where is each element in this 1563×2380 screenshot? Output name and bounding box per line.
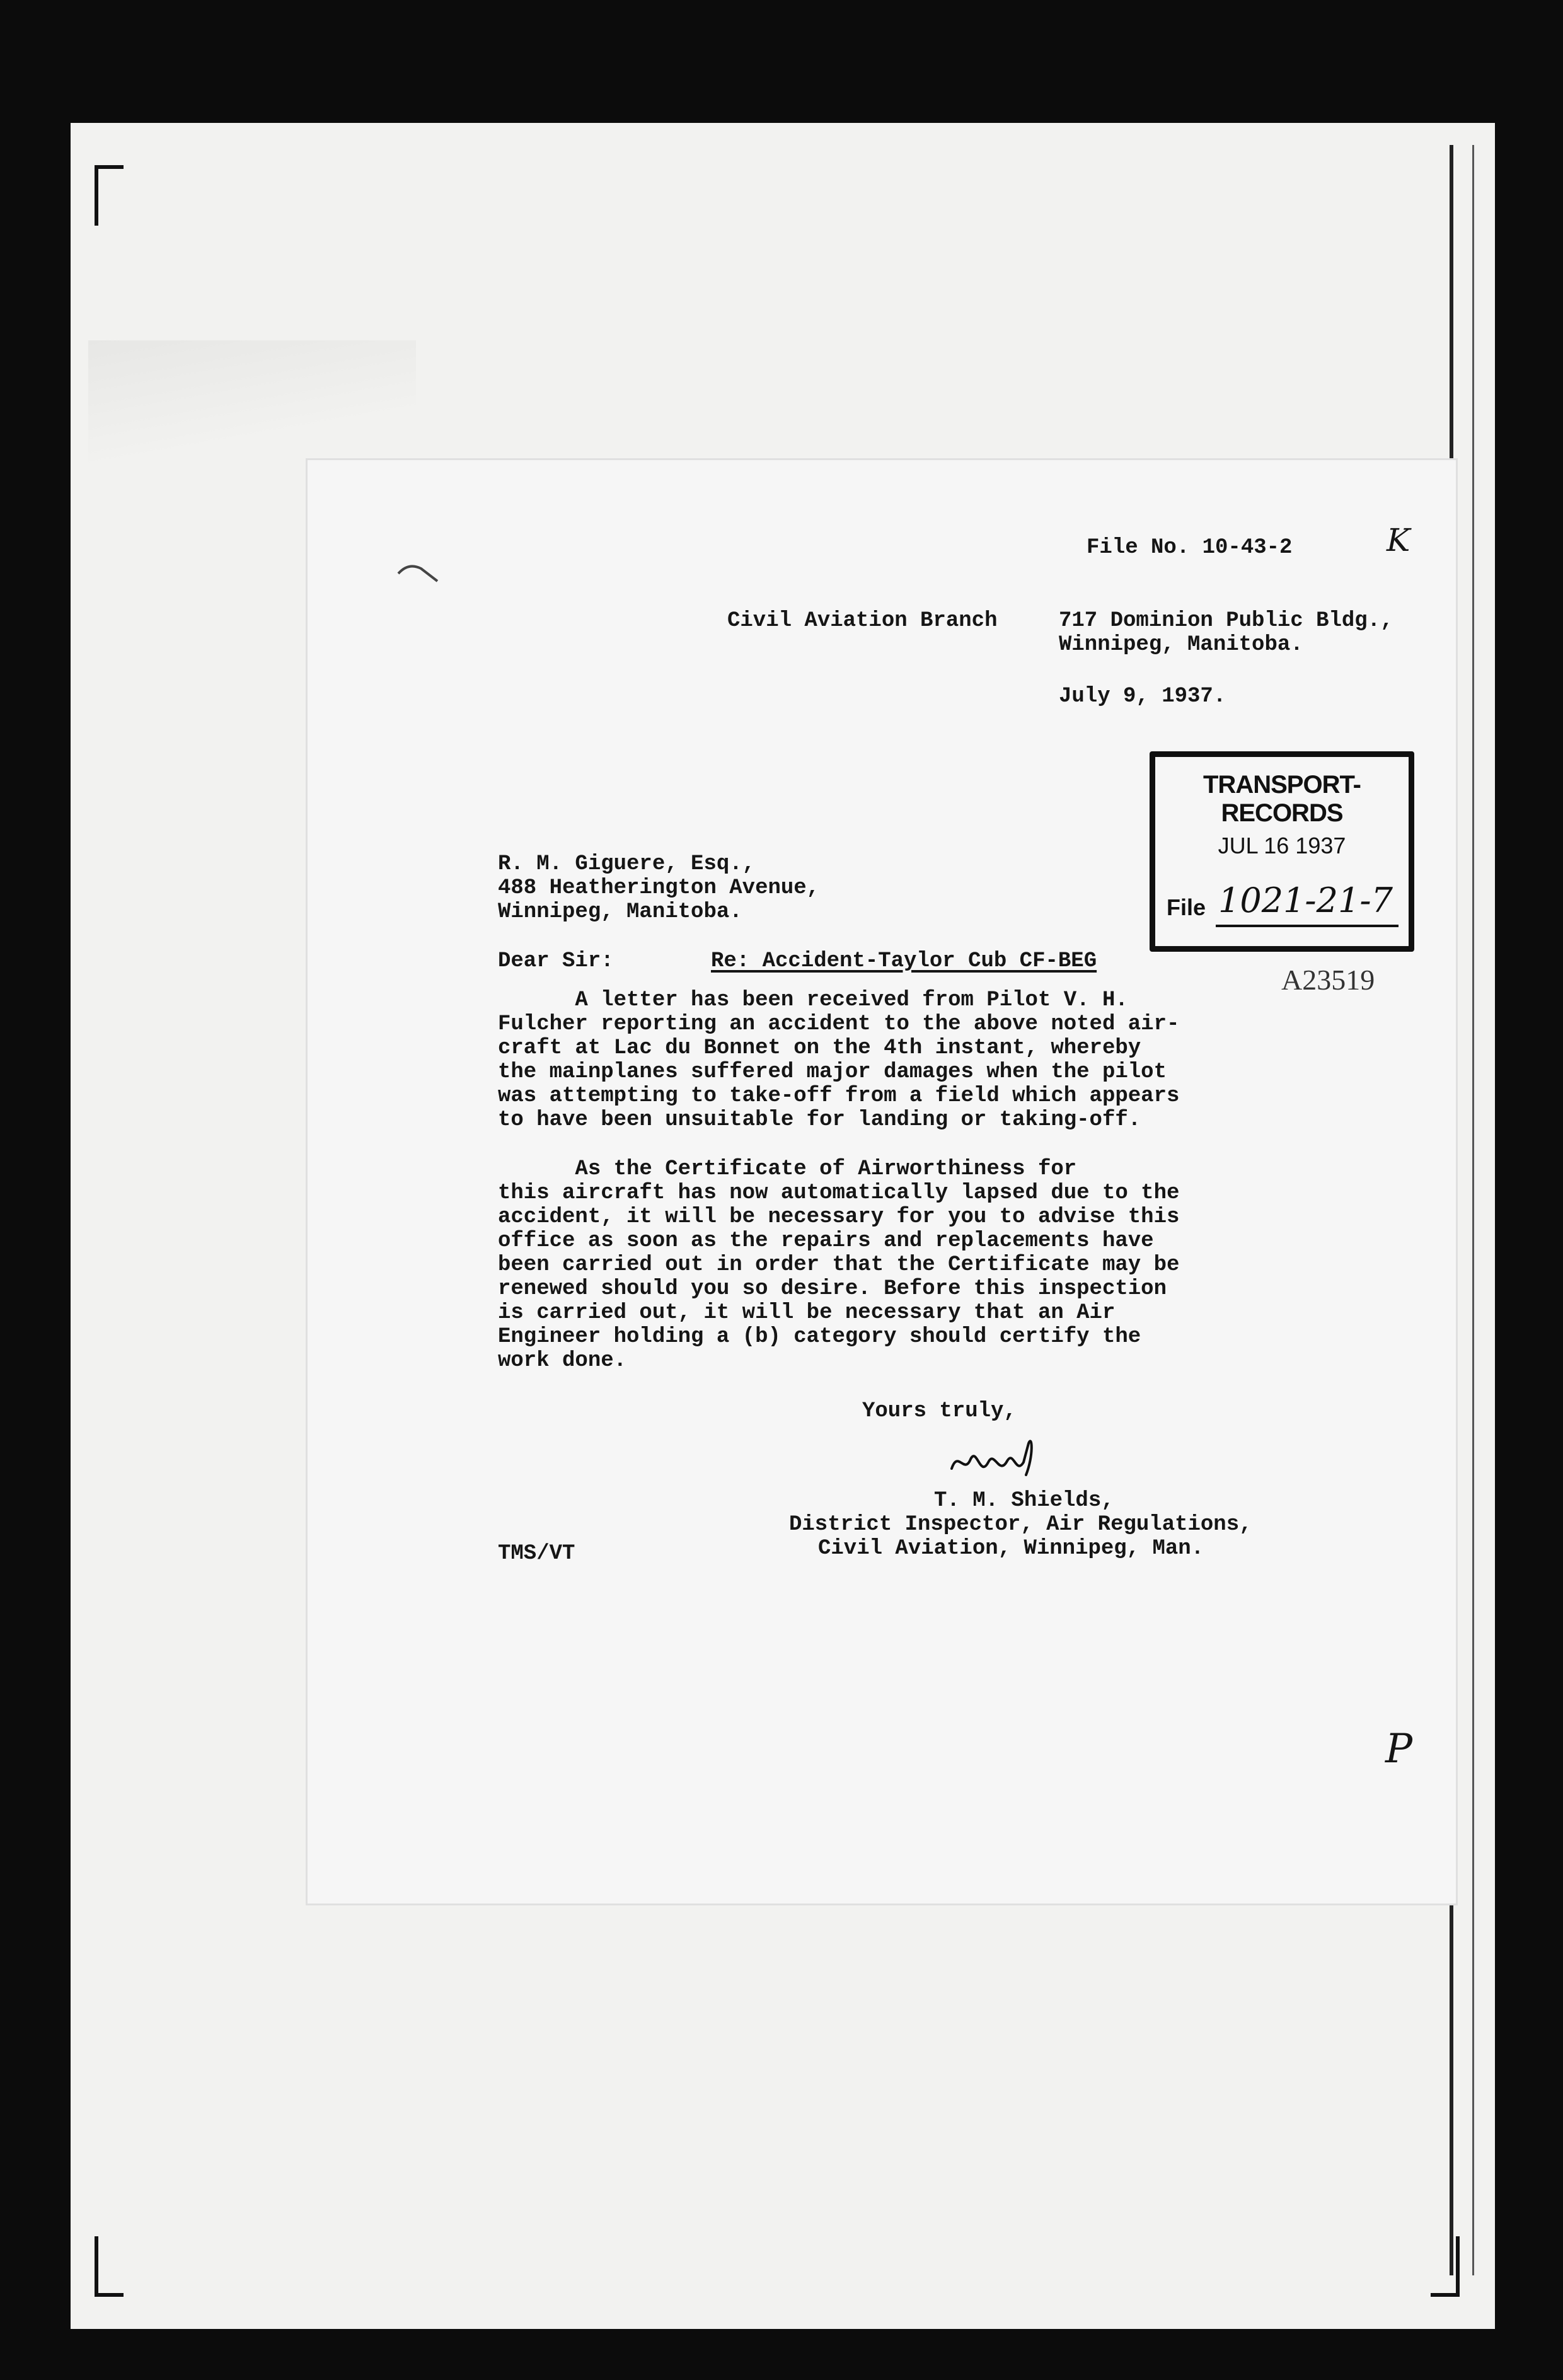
paragraph-2-line-2: this aircraft has now automatically lapsed due to the [498,1181,1180,1205]
stamp-file-underline [1216,922,1399,930]
margin-handwritten-mark: P [1385,1726,1413,1772]
sender-address-line2: Winnipeg, Manitoba. [1059,633,1303,657]
recipient-street: 488 Heatherington Avenue, [498,876,820,900]
letter-page [308,460,1456,1903]
signer-name: T. M. Shields, [934,1489,1114,1513]
signer-title: District Inspector, Air Regulations, [789,1513,1252,1537]
paragraph-1-line-4: the mainplanes suffered major damages when the pilot [498,1060,1167,1084]
subject-line: Re: Accident-Taylor Cub CF-BEG [711,949,1097,973]
handwritten-signature [945,1431,1071,1488]
paragraph-1-line-1: A letter has been received from Pilot V. H. [498,988,1128,1012]
signer-office: Civil Aviation, Winnipeg, Man. [818,1537,1204,1561]
paragraph-1-line-5: was attempting to take-off from a field which appears [498,1084,1180,1108]
stamp-file-label: File [1167,894,1206,920]
paragraph-1-line-2: Fulcher reporting an accident to the above noted air- [498,1012,1180,1036]
file-number: File No. 10-43-2 [1087,536,1293,560]
recipient-name: R. M. Giguere, Esq., [498,852,756,876]
paragraph-2-line-5: been carried out in order that the Certificate may be [498,1253,1180,1277]
paragraph-1-line-3: craft at Lac du Bonnet on the 4th instant, whereby [498,1036,1141,1060]
crop-mark-bottom-left [95,2236,124,2297]
paragraph-2-line-3: accident, it will be necessary for you to advise this [498,1205,1180,1229]
corner-handwritten-mark: K [1387,522,1410,558]
reference-initials: TMS/VT [498,1542,575,1566]
paragraph-2-line-9: work done. [498,1349,627,1373]
letter-date: July 9, 1937. [1059,685,1226,708]
sender-organization: Civil Aviation Branch [727,609,998,633]
staple-mark [396,561,440,586]
sender-address-line1: 717 Dominion Public Bldg., [1059,609,1393,633]
stamp-heading: TRANSPORT-RECORDS [1203,771,1361,827]
paragraph-2-line-7: is carried out, it will be necessary that an Air [498,1301,1116,1325]
salutation: Dear Sir: [498,949,614,973]
transport-records-stamp [1150,751,1414,952]
stamp-file-number: 1021-21-7 [1218,881,1393,920]
accession-number: A23519 [1281,964,1375,996]
paragraph-2-line-8: Engineer holding a (b) category should certify the [498,1325,1141,1349]
recipient-city: Winnipeg, Manitoba. [498,900,742,924]
torn-paper-fragment [88,340,416,466]
closing: Yours truly, [862,1399,1017,1423]
crop-mark-top-left [95,165,124,226]
paragraph-2-line-1: As the Certificate of Airworthiness for [498,1157,1077,1181]
paragraph-2-line-6: renewed should you so desire. Before this inspection [498,1277,1167,1301]
stamp-date: JUL 16 1937 [1218,833,1346,858]
paragraph-1-line-6: to have been unsuitable for landing or taking-off. [498,1108,1141,1132]
crop-mark-bottom-right [1431,2236,1460,2297]
paragraph-2-line-4: office as soon as the repairs and replacements have [498,1229,1154,1253]
